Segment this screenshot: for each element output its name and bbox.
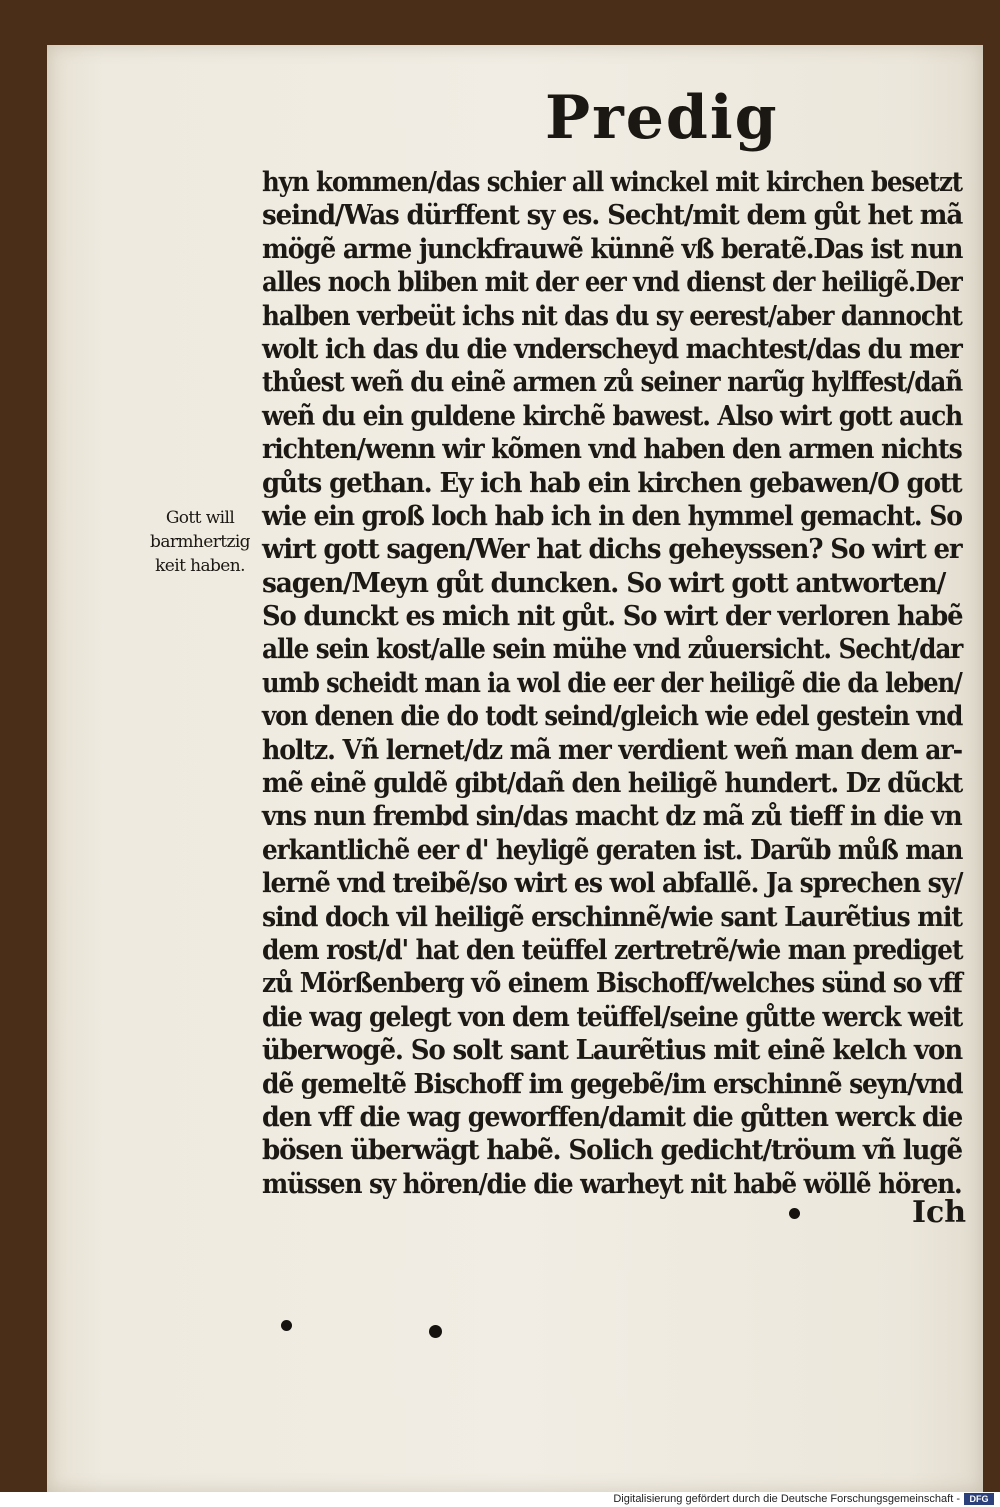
text-line: thůest weñ du einẽ armen zů seiner narũg hylffest/dañ [262,367,963,399]
text-line: dem rost/d' hat den teüffel zertretrẽ/wie man prediget [262,934,963,966]
text-line: So dunckt es mich nit gůt. So wirt der verloren habẽ [262,601,963,633]
text-line: hyn kommen/das schier all winckel mit kirchen besetzt [262,167,962,198]
text-line: den vff die wag geworffen/damit die gůtten werck die [262,1101,963,1133]
text-line: wirt gott sagen/Wer hat dichs geheyssen? So wirt er [262,534,962,566]
dfg-logo: DFG [964,1493,994,1505]
text-line: bösen überwägt habẽ. Solich gedicht/tröum vñ lugẽ [262,1135,962,1167]
text-line: wie ein groß loch hab ich in den hymmel gemacht. So [262,500,962,532]
text-line: sagen/Meyn gůt duncken. So wirt gott antworten/ [262,567,946,599]
text-line: lernẽ vnd treibẽ/so wirt es wol abfallẽ. Ja sprechen sy/ [262,868,963,900]
catchword: Ich [912,1195,967,1230]
body-text [262,166,974,1201]
ink-dot [281,1320,292,1331]
text-line: dẽ gemeltẽ Bischoff im gegebẽ/im erschinnẽ seyn/vnd [262,1068,963,1100]
text-line: seind/Was dürffent sy es. Secht/mit dem gůt het mã [262,200,963,232]
footer-bar [0,1492,1000,1507]
footer-credit: Digitalisierung gefördert durch die Deutsche Forschungsgemeinschaft - [613,1493,960,1505]
text-line: halben verbeüt ichs nit das du sy eerest/aber dannocht [262,300,962,332]
text-line: sind doch vil heiligẽ erschinnẽ/wie sant Laurẽtius mit [262,901,962,933]
text-line: gůts gethan. Ey ich hab ein kirchen gebawen/O gott [262,467,962,499]
text-line: alle sein kost/alle sein mühe vnd zůuersicht. Secht/dar [262,634,963,666]
margin-note-line: keit haben. [155,556,245,576]
text-line: holtz. Vñ lernet/dz mã mer verdient weñ man dem ar- [262,734,962,766]
text-line: alles noch bliben mit der eer vnd dienst der heiligẽ.Der [262,267,962,299]
text-line: erkantlichẽ eer d' heyligẽ geraten ist. Darũb můß man [262,834,963,866]
ink-dot [429,1325,442,1338]
text-line: mẽ einẽ guldẽ gibt/dañ den heiligẽ hundert. Dz dũckt [262,768,963,800]
text-line: von denen die do todt seind/gleich wie edel gestein vnd [262,701,963,733]
text-line: mögẽ arme junckfrauwẽ künnẽ vß beratẽ.Das ist nun [262,233,963,265]
text-line: umb scheidt man ia wol die eer der heiligẽ die da leben/ [262,667,962,699]
text-line: die wag gelegt von dem teüffel/seine gůtte werck weit [262,1001,963,1033]
text-line: müssen sy hören/die die warheyt nit habẽ wöllẽ hören. [262,1168,962,1200]
text-line: zů Mörßenberg võ einem Bischoff/welches sünd so vff [262,968,962,1000]
text-line: richten/wenn wir kõmen vnd haben den armen nichts [262,434,962,466]
margin-note-line: Gott will [165,508,235,528]
text-line: weñ du ein guldene kirchẽ bawest. Also wirt gott auch [262,400,963,432]
text-line: vns nun frembd sin/das macht dz mã zů tieff in die vn [262,801,962,833]
margin-note-line: barmhertzig [150,532,250,552]
page-heading: Predig [545,83,779,153]
text-line: wolt ich das du die vnderscheyd machtest/das du mer [262,333,962,365]
ink-dot [789,1208,800,1219]
margin-note [135,506,265,578]
text-line: überwogẽ. So solt sant Laurẽtius mit einẽ kelch von [262,1035,963,1067]
